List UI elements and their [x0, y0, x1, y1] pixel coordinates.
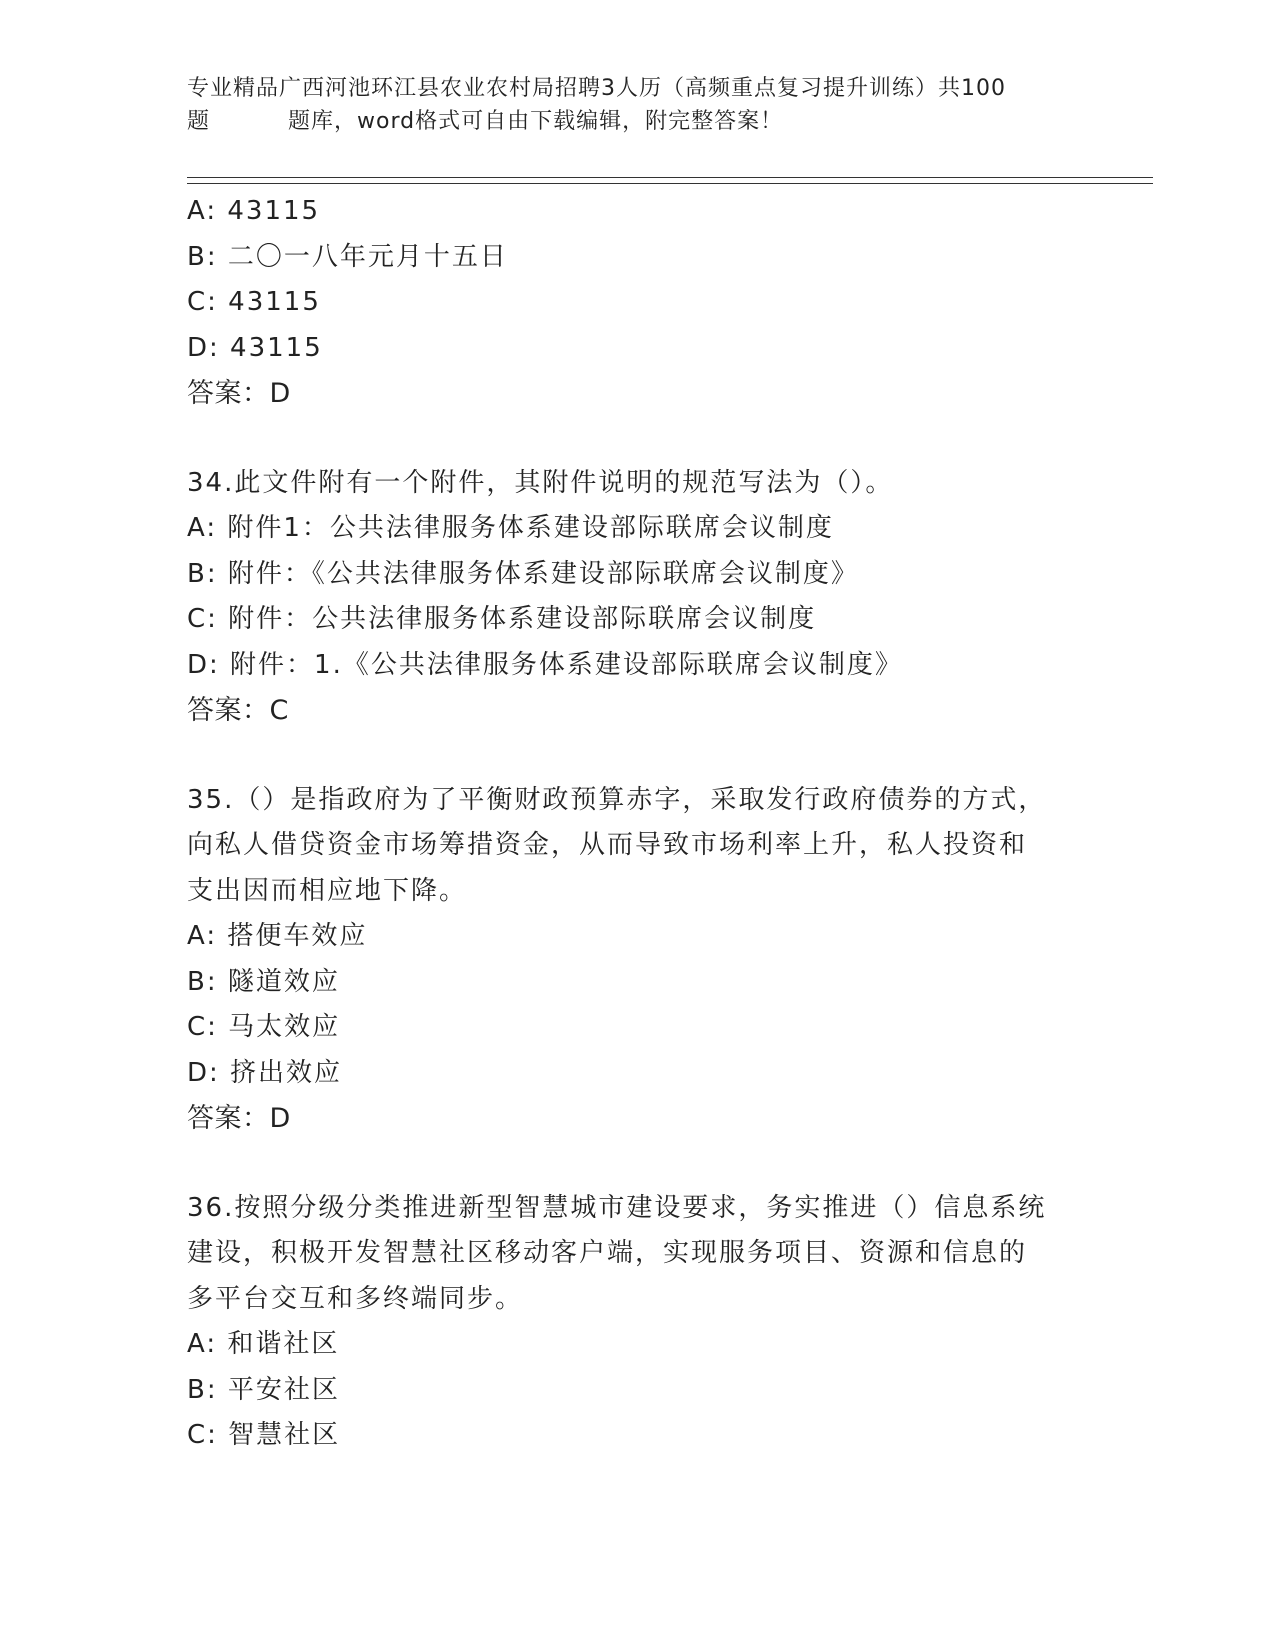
option-c: C: 马太效应: [187, 1012, 341, 1042]
option-a: A: 和谐社区: [187, 1329, 340, 1359]
document-header: [187, 72, 1077, 138]
question-list: [187, 189, 1087, 1459]
option-c: C: 附件：公共法律服务体系建设部际联席会议制度: [187, 604, 817, 634]
question-34: [187, 461, 1087, 734]
question-text-line-3: 多平台交互和多终端同步。: [187, 1283, 524, 1314]
option-b: B: 附件：《公共法律服务体系建设部际联席会议制度》: [187, 558, 859, 589]
question-text-line-2: 建设，积极开发智慧社区移动客户端，实现服务项目、资源和信息的: [187, 1238, 1028, 1268]
option-d: D: 挤出效应: [187, 1057, 343, 1088]
option-c: C: 43115: [187, 287, 321, 317]
question-text-line-3: 支出因而相应地下降。: [187, 875, 468, 906]
header-title-prefix: 题: [187, 109, 211, 134]
header-divider-top: [187, 177, 1153, 178]
option-b: B: 二〇一八年元月十五日: [187, 241, 508, 272]
option-a: A: 搭便车效应: [187, 921, 368, 951]
header-title-line2: [187, 105, 1077, 138]
option-b: B: 隧道效应: [187, 966, 340, 997]
question-36: [187, 1186, 1087, 1459]
option-d: D: 43115: [187, 332, 323, 363]
question-text: 34.此文件附有一个附件，其附件说明的规范写法为（）。: [187, 467, 894, 498]
question-text-line-1: 35.（）是指政府为了平衡财政预算赤字，采取发行政府债券的方式，: [187, 784, 1047, 815]
option-a: A: 43115: [187, 196, 321, 226]
header-title-rest: 题库，word格式可自由下载编辑，附完整答案！: [288, 109, 784, 134]
option-d: D: 附件：1.《公共法律服务体系建设部际联席会议制度》: [187, 649, 903, 680]
option-a: A: 附件1：公共法律服务体系建设部际联席会议制度: [187, 513, 834, 543]
option-c: C: 智慧社区: [187, 1420, 341, 1450]
question-text-line-2: 向私人借贷资金市场筹措资金，从而导致市场利率上升，私人投资和: [187, 830, 1028, 860]
answer: 答案：D: [187, 1103, 291, 1134]
question-33: [187, 189, 1087, 417]
answer: 答案：C: [187, 695, 289, 726]
answer: 答案：D: [187, 378, 291, 409]
option-b: B: 平安社区: [187, 1374, 340, 1405]
header-title-line1: 专业精品广西河池环江县农业农村局招聘3人历（高频重点复习提升训练）共100: [187, 76, 1006, 101]
question-35: [187, 778, 1087, 1142]
header-divider-bottom: [187, 183, 1153, 184]
question-text-line-1: 36.按照分级分类推进新型智慧城市建设要求，务实推进（）信息系统: [187, 1192, 1047, 1223]
